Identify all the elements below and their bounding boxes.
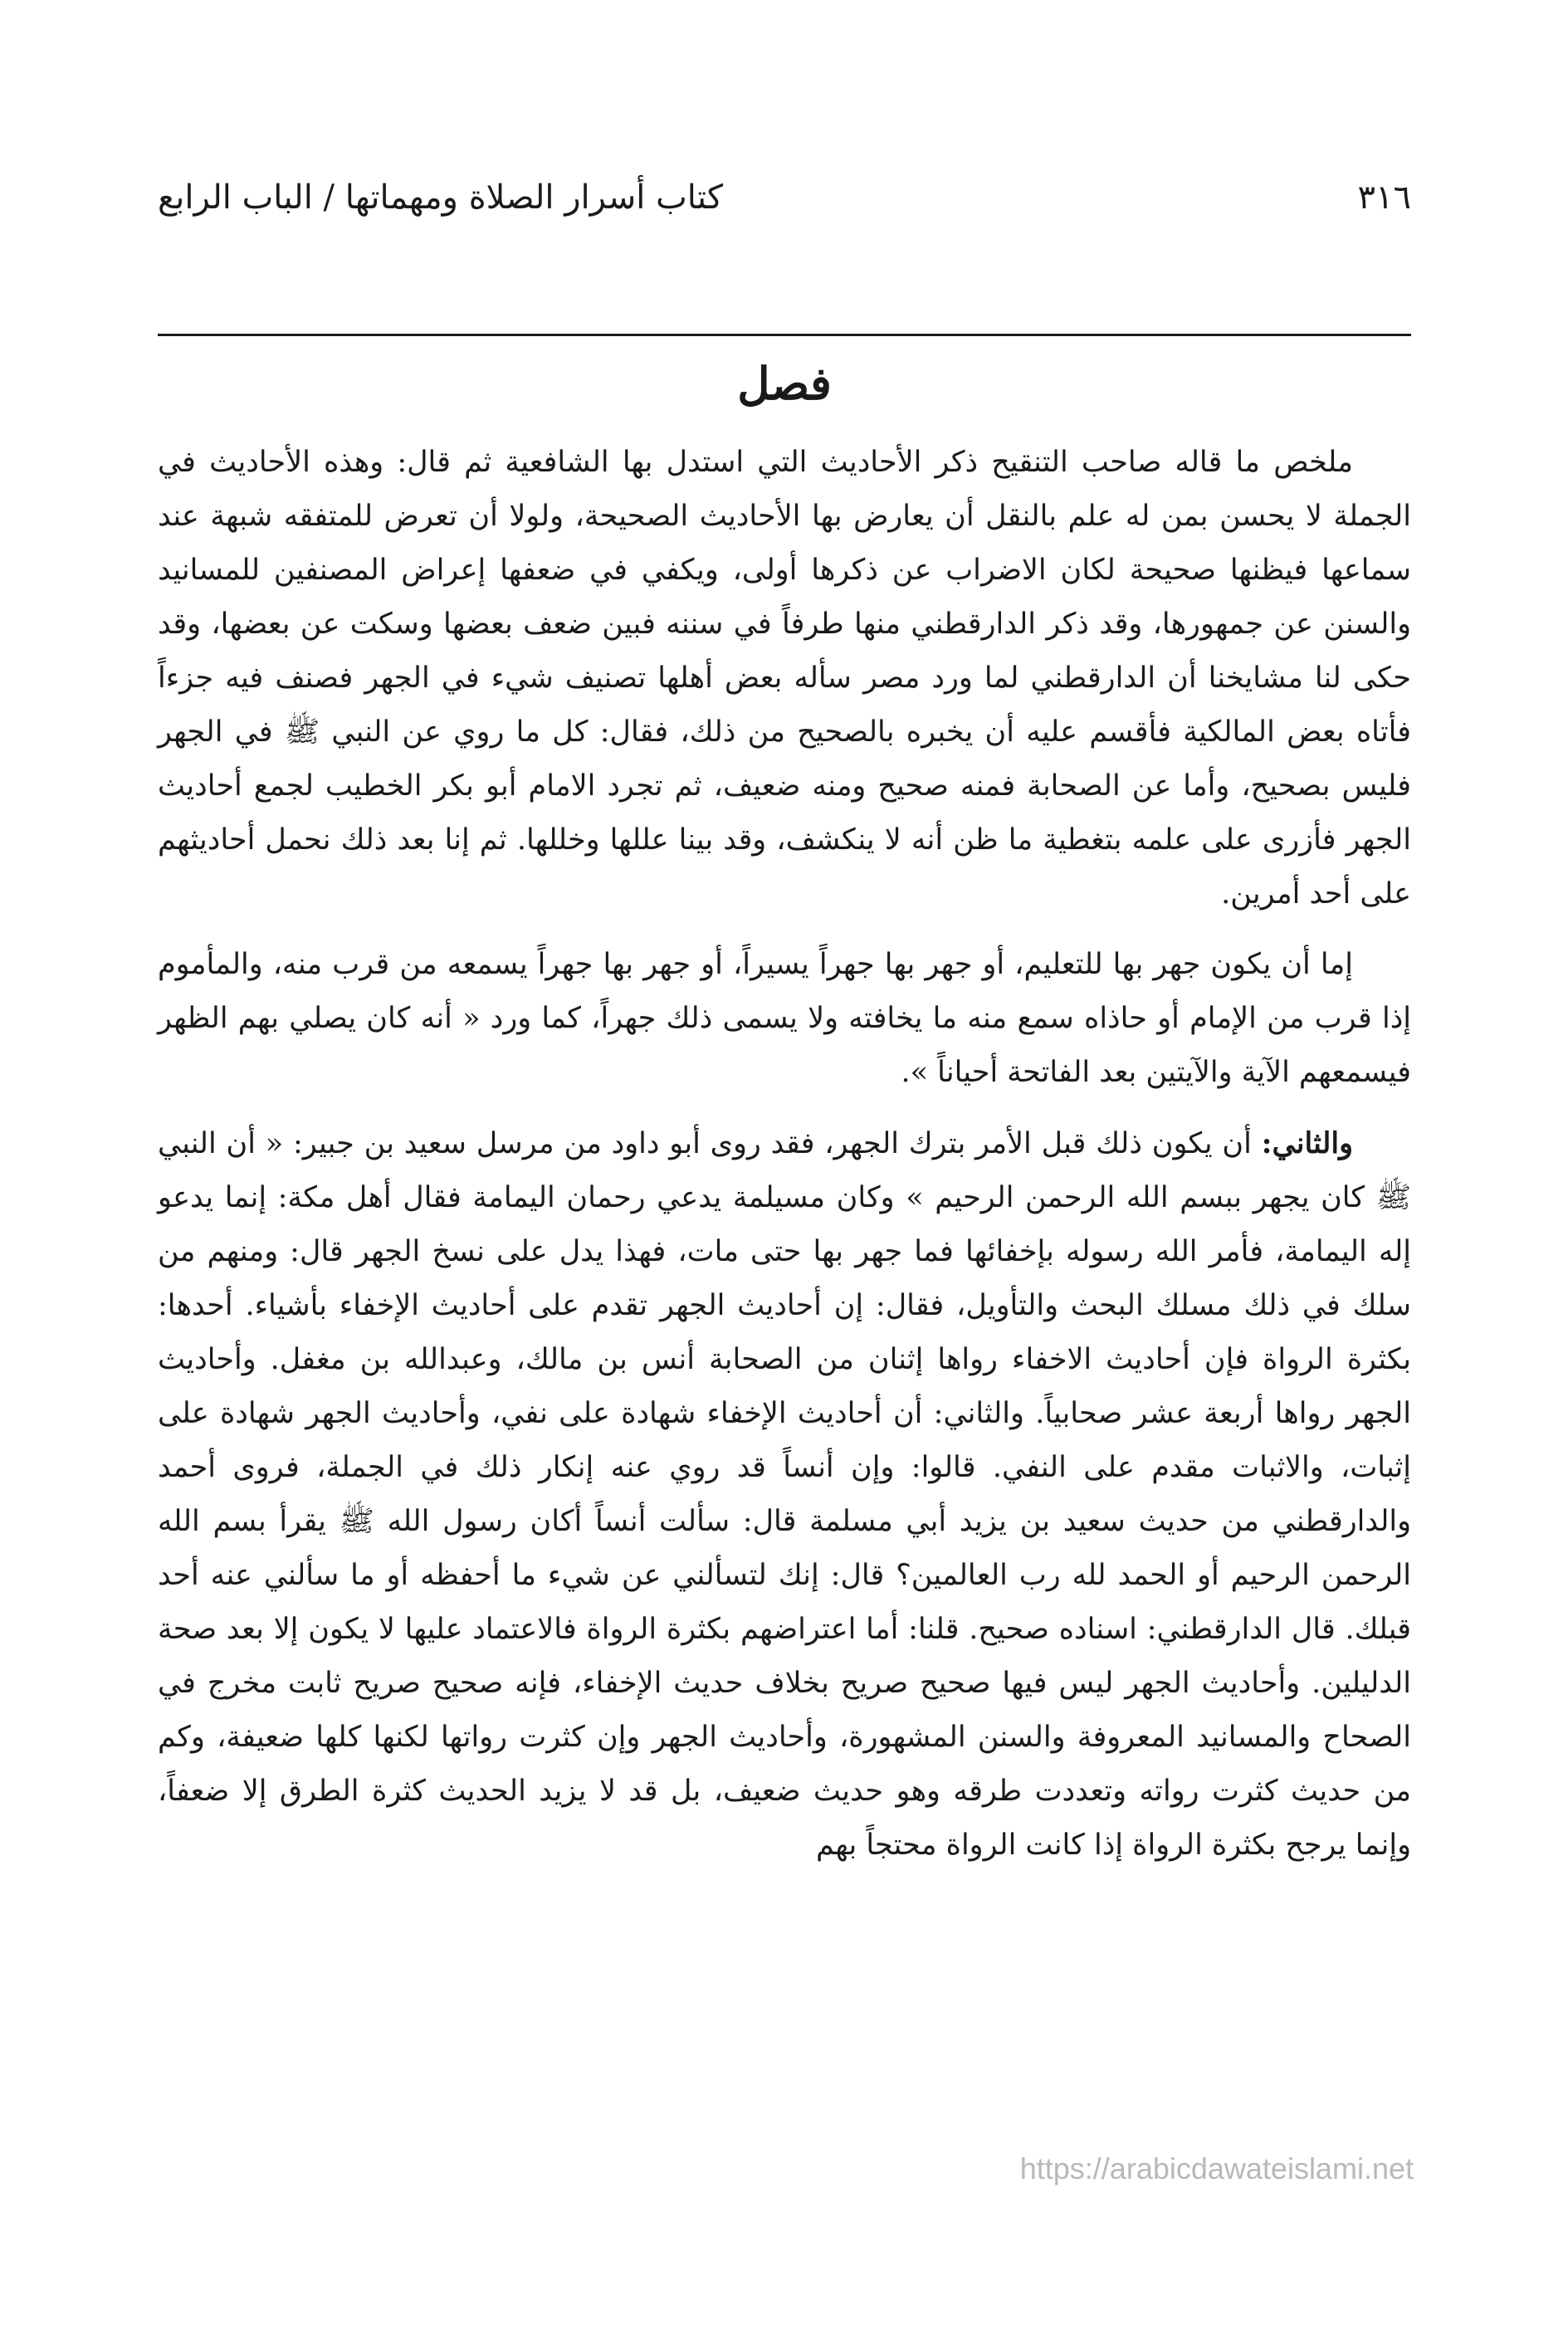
body-text xyxy=(158,436,1411,1873)
running-header xyxy=(158,178,1411,237)
paragraph-3 xyxy=(158,1116,1411,1873)
paragraph-2-text: إما أن يكون جهر بها للتعليم، أو جهر بها جهراً يسيراً، أو جهر بها جهراً يسمعه من قرب منه، والمأموم إذا قرب من الإمام أو حاذاه سمع منه ما يخافته ولا يسمى ذلك جهراً، كما ورد « أنه كان يصلي بهم الظهر فيسمعهم الآية والآيتين بعد الفاتحة أحياناً ». xyxy=(158,948,1411,1089)
paragraph-3-lead: والثاني: xyxy=(1261,1126,1353,1160)
section-title: فصل xyxy=(737,357,832,410)
paragraph-2 xyxy=(158,938,1411,1100)
page-number: ٣١٦ xyxy=(1357,178,1411,217)
watermark-url: https://arabicdawateislami.net xyxy=(1019,2151,1414,2185)
book-title: كتاب أسرار الصلاة ومهماتها / الباب الرابع xyxy=(158,178,724,217)
paragraph-1 xyxy=(158,436,1411,921)
paragraph-1-text: ملخص ما قاله صاحب التنقيح ذكر الأحاديث التي استدل بها الشافعية ثم قال: وهذه الأحاديث في الجملة لا يحسن بمن له علم بالنقل أن يعارض بها الأحاديث الصحيحة، ولولا أن تعرض للمتفقه شبهة عند سماعها فيظنها صحيحة لكان الاضراب عن ذكرها أولى، ويكفي في ضعفها إعراض المصنفين للمسانيد والسنن عن جمهورها، وقد ذكر الدارقطني منها طرفاً في سننه فبين ضعف بعضها وسكت عن بعضها، وقد حكى لنا مشايخنا أن الدارقطني لما ورد مصر سأله بعض أهلها تصنيف شيء في الجهر فصنف فيه جزءاً فأتاه بعض المالكية فأقسم عليه أن يخبره بالصحيح من ذلك، فقال: كل ما روي عن النبي ﷺ في الجهر فليس بصحيح، وأما عن الصحابة فمنه صحيح ومنه ضعيف، ثم تجرد الامام أبو بكر الخطيب لجمع أحاديث الجهر فأزرى على علمه بتغطية ما ظن أنه لا ينكشف، وقد بينا عللها وخللها. ثم إنا بعد ذلك نحمل أحاديثهم على أحد أمرين. xyxy=(158,446,1411,911)
header-rule xyxy=(158,334,1411,336)
paragraph-3-text: أن يكون ذلك قبل الأمر بترك الجهر، فقد روى أبو داود من مرسل سعيد بن جبير: « أن النبي ﷺ كان يجهر ببسم الله الرحمن الرحيم » وكان مسيلمة يدعي رحمان اليمامة فقال أهل مكة: إنما يدعو إله اليمامة، فأمر الله رسوله بإخفائها فما جهر بها حتى مات، فهذا يدل على نسخ الجهر قال: ومنهم من سلك في ذلك مسلك البحث والتأويل، فقال: إن أحاديث الجهر تقدم على أحاديث الإخفاء بأشياء. أحدها: بكثرة الرواة فإن أحاديث الاخفاء رواها إثنان من الصحابة أنس بن مالك، وعبدالله بن مغفل. وأحاديث الجهر رواها أربعة عشر صحابياً. والثاني: أن أحاديث الإخفاء شهادة على نفي، وأحاديث الجهر شهادة على إثبات، والاثبات مقدم على النفي. قالوا: وإن أنساً قد روي عنه إنكار ذلك في الجملة، فروى أحمد والدارقطني من حديث سعيد بن يزيد أبي مسلمة قال: سألت أنساً أكان رسول الله ﷺ يقرأ بسم الله الرحمن الرحيم أو الحمد لله رب العالمين؟ قال: إنك لتسألني عن شيء ما أحفظه أو ما سألني عنه أحد قبلك. قال الدارقطني: اسناده صحيح. قلنا: أما اعتراضهم بكثرة الرواة فالاعتماد عليها لا يكون إلا بعد صحة الدليلين. وأحاديث الجهر ليس فيها صحيح صريح بخلاف حديث الإخفاء، فإنه صحيح صريح ثابت مخرج في الصحاح والمسانيد المعروفة والسنن المشهورة، وأحاديث الجهر وإن كثرت رواتها لكنها كلها ضعيفة، وكم من حديث كثرت رواته وتعددت طرقه وهو حديث ضعيف، بل قد لا يزيد الحديث كثرة الطرق إلا ضعفاً، وإنما يرجح بكثرة الرواة إذا كانت الرواة محتجاً بهم xyxy=(158,1127,1411,1862)
book-page xyxy=(158,149,1411,2274)
